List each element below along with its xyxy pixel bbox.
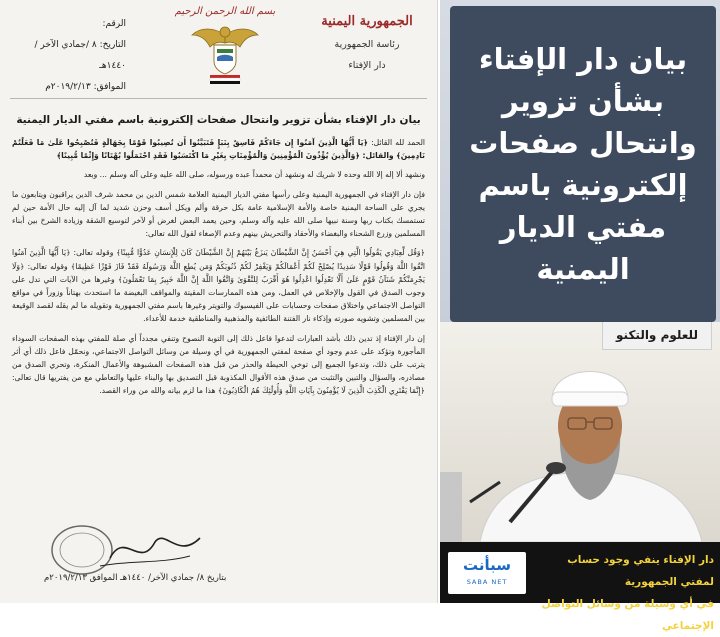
caption-text [532,549,714,637]
caption-line-2: في أي وسيلة من وسائل التواصل الإجتماعي [541,598,714,632]
headline-box [450,6,716,322]
paragraph-testimony: ونشهد ألا إله إلا الله وحده لا شريك له ونشهد أن محمداً عبده ورسوله، صلى الله عليه وعلى آله وسلم ... وبعد [83,170,425,180]
yemen-eagle-emblem-icon [190,21,260,85]
caption-line-1: دار الإفتاء ينفي وجود حساب لمفتي الجمهورية [567,554,714,588]
paragraph-opening-intro: الحمد لله القائل: [367,138,426,147]
mufti-photo [440,322,720,542]
letterhead-right [311,14,423,71]
news-graphic-panel [440,0,720,632]
footer-date: بتاريخ ٨/ جمادي الآخر/ ١٤٤٠هـ الموافق ٢٠١٩/٢/١٣م [44,573,227,583]
letter-subject: بيان دار الإفتاء بشأن تزوير وانتحال صفحات إلكترونية باسم مفتي الديار اليمنية [16,114,421,126]
letterhead-divider [10,98,427,99]
office-label: دار الإفتاء [348,60,386,71]
paragraph-opening [12,136,425,162]
presidency-label: رئاسة الجمهورية [334,39,400,50]
background-banner-text: للعلوم والتكنو [602,322,712,350]
basmala-text: بسم الله الرحمن الرحيم [174,6,276,17]
reference-number: الرقم: [102,19,126,29]
caption-bar [440,542,720,632]
letter-body [12,114,425,404]
logo-arabic-text: سبأنت [462,556,512,574]
country-name: الجمهورية اليمنية [321,14,413,29]
paragraph-verses: ﴿وَقُل لِّعِبَادِي يَقُولُوا الَّتِي هِيَ أَحْسَنُ إِنَّ الشَّيْطَانَ يَنزَغُ بَيْنَهُمْ إِنَّ الشَّيْطَانَ كَانَ لِلْإِنسَانِ عَدُوًّا مُّبِينًا﴾ وقوله تعالى: ﴿يَا أَيُّهَا الَّذِينَ آمَنُوا اتَّقُوا اللَّهَ وَقُولُوا قَوْلًا سَدِيدًا يُصْلِحْ لَكُمْ أَعْمَالَكُمْ وَيَغْفِرْ لَكُمْ ذُنُوبَكُمْ وَمَن يُطِعِ اللَّهَ وَرَسُولَهُ فَقَدْ فَازَ فَوْزًا عَظِيمًا﴾ وقوله تعالى: ﴿وَلَا يَجْرِمَنَّكُمْ شَنَآنُ قَوْمٍ عَلَىٰ أَلَّا تَعْدِلُوا اعْدِلُوا هُوَ أَقْرَبُ لِلتَّقْوَىٰ وَاتَّقُوا اللَّهَ إِنَّ اللَّهَ خَبِيرٌ بِمَا تَعْمَلُونَ﴾ وغيرها من الآيات التي تدل على وجوب الصدق في القول والإخلاص في العمل، ومن هذه الممارسات المقيتة والمواقف البغيضة ما استحدث بهتاناً وزوراً في مواقع التواصل الاجتماعي واختلاق صفحات وحسابات على الفيسبوك والتويتر وغيرها باسم مفتي الجمهورية وتقويله ما لم يقله لقصد الوقيعة بين المسلمين وتشويه صورته وإذكاء نار الفتنة الطائفية والمذهبية والمناطقية خدمة للأعداء. [12,248,425,324]
signature-stamp [40,520,210,580]
headline-text: بيان دار الإفتاء بشأن تزوير وانتحال صفحات إلكترونية باسم مفتي الديار اليمنية [469,42,697,286]
paragraph-main: فإن دار الإفتاء في الجمهورية اليمنية وعلى رأسها مفتي الديار اليمنية العلامة شمس الدين بن محمد شرف الدين يراقبون ويتابعون ما يجري على الساحة اليمنية خاصة والأمة الإسلامية عامة بكل حرقة وألم ويكل أسف وحزن شديد لما آل إليه حال الأمة حين لم تستمسك بكتاب ربها وسنة نبيها صلى الله عليه وآله وسلم، وحين يعمد البعض لغرض أو لآخر لتوسيع الشقة وزيادة الشرخ بين أبناء المسلمين وزرع الشحناء والبغضاء والأحقاد والتحريش بينهم وعدم الإصغاء لقول الله تعالى: [12,189,425,239]
saba-net-logo [448,552,526,594]
paragraph-conclusion: إن دار الإفتاء إذ تدين ذلك بأشد العبارات لتدعوا فاعل ذلك إلى التوبة النصوح وتنفي مجدداً أي صلة للمفتي بهذه الصفحات السوداء المأجورة وتؤكد على عدم وجود أي صفحة لمفتي الجمهورية في أي وسيلة من وسائل التواصل الاجتماعي، ونحمّل فاعل ذلك أي أثر يترتب على ذلك، وتدعوا الجميع إلى توخي الحيطة والحذر من قبل هذه الصفحات المشبوهة والأعمال المنكرة، وتحري الصدق من مصادره، والسؤال والتبين والتثبت من صدق هذه الأقوال المكذوبة قبل التصديق بها والبناء عليها والتعاطي مع من يفتريها قال تعالى: ﴿إِنَّمَا يَفْتَرِي الْكَذِبَ الَّذِينَ لَا يُؤْمِنُونَ بِآيَاتِ اللَّهِ وَأُولَٰئِكَ هُمُ الْكَاذِبُونَ﴾ هذا ما لزم بيانه والله من وراء القصد. [12,333,425,396]
paragraph-opening-quote: ﴿يَا أَيُّهَا الَّذِينَ آمَنُوا إِن جَاءَكُمْ فَاسِقٌ بِنَبَإٍ فَتَبَيَّنُوا أَن تُصِيبُوا قَوْمًا بِجَهَالَةٍ فَتُصْبِحُوا عَلَىٰ مَا فَعَلْتُمْ نَادِمِينَ﴾ والقائل: ﴿وَالَّذِينَ يُؤْذُونَ الْمُؤْمِنِينَ وَالْمُؤْمِنَاتِ بِغَيْرِ مَا اكْتَسَبُوا فَقَدِ احْتَمَلُوا بُهْتَانًا وَإِثْمًا مُّبِينًا﴾ [12,138,425,161]
gregorian-date: الموافق: ٢٠١٩/٢/١٣م [45,82,126,92]
hijri-date: التاريخ: ٨ /جمادي الآخر / ١٤٤٠هـ [34,40,126,71]
letterhead-center [150,6,300,85]
letterhead-left [8,14,126,98]
logo-english-text: SABA NET [466,578,508,586]
